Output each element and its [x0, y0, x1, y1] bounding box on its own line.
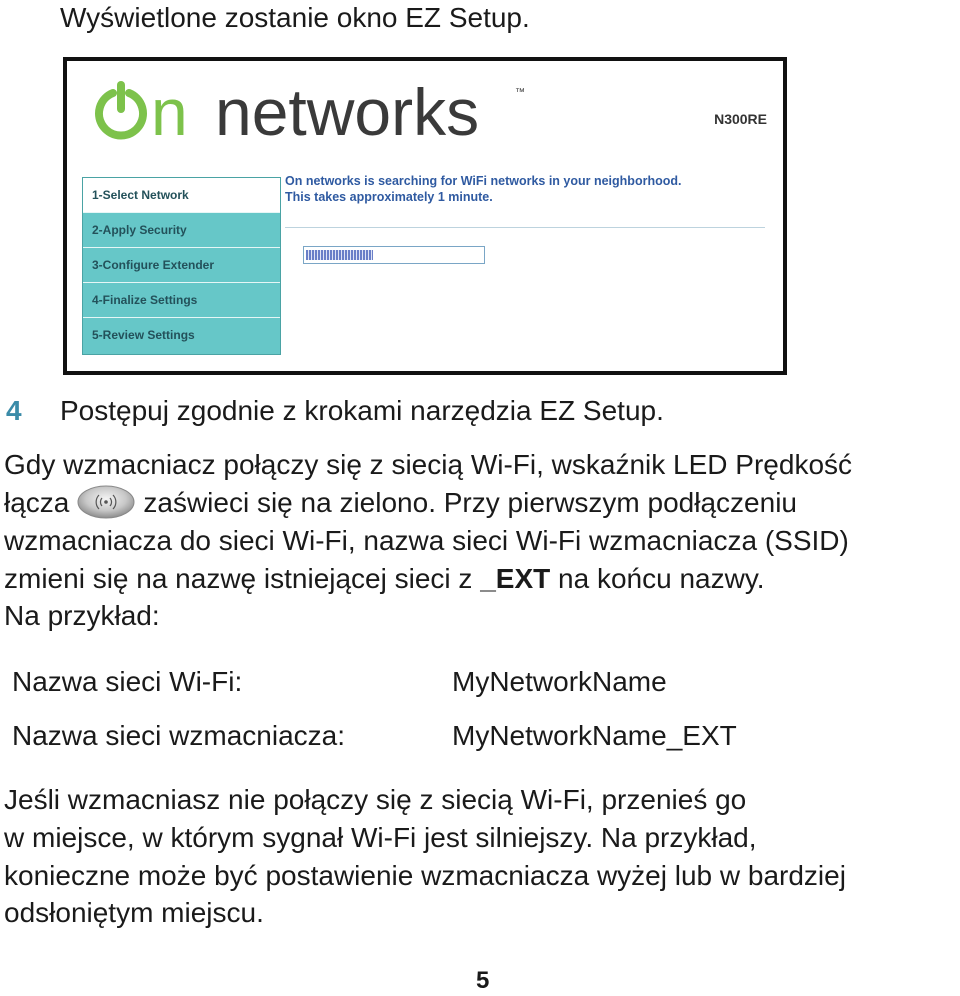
para1-line4a: zmieni się na nazwę istniejącej sieci z: [4, 563, 481, 594]
sidebar-item-select-network[interactable]: 1-Select Network: [83, 178, 280, 213]
extender-name-value: MyNetworkName_EXT: [452, 720, 737, 751]
step-number: 4: [6, 395, 22, 426]
intro-text: Wyświetlone zostanie okno EZ Setup.: [60, 2, 530, 33]
para2-line1: Jeśli wzmacniasz nie połączy się z siecią Wi-Fi, przenieś go: [4, 784, 747, 815]
page-number: 5: [476, 967, 490, 994]
on-networks-logo: [85, 75, 545, 145]
logo-n: n: [151, 75, 188, 145]
para1-line2b: zaświeci się na zielono. Przy pierwszym podłączeniu: [143, 487, 797, 518]
para2-line4: odsłoniętym miejscu.: [4, 897, 264, 928]
search-status: [285, 173, 681, 205]
logo-networks: networks: [215, 75, 480, 145]
para2-line2: w miejsce, w którym sygnał Wi-Fi jest silniejszy. Na przykład,: [4, 822, 757, 853]
para1-line4c: na końcu nazwy.: [550, 563, 765, 594]
sidebar-item-finalize-settings[interactable]: 4-Finalize Settings: [83, 283, 280, 318]
status-line-1: On networks is searching for WiFi networks in your neighborhood.: [285, 174, 682, 188]
sidebar-item-configure-extender[interactable]: 3-Configure Extender: [83, 248, 280, 283]
setup-sidebar: [82, 177, 281, 355]
step-text: Postępuj zgodnie z krokami narzędzia EZ Setup.: [60, 395, 664, 426]
para1-line4: [4, 561, 765, 597]
model-name: N300RE: [714, 111, 767, 127]
para2-line3: konieczne może być postawienie wzmacniacza wyżej lub w bardziej: [4, 860, 846, 891]
para1-line2a: łącza: [4, 487, 70, 518]
extender-name-label: Nazwa sieci wzmacniacza:: [12, 720, 345, 751]
link-rate-led-icon: [77, 485, 135, 519]
wifi-name-value: MyNetworkName: [452, 666, 667, 697]
para1-line2: [4, 485, 797, 522]
ext-suffix: _EXT: [480, 563, 551, 594]
svg-text:™: ™: [515, 87, 525, 98]
progress-fill: [306, 250, 373, 260]
wifi-name-label: Nazwa sieci Wi-Fi:: [12, 666, 243, 697]
para1-line3: wzmacniacza do sieci Wi-Fi, nazwa sieci Wi-Fi wzmacniacza (SSID): [4, 525, 849, 556]
para1-line5: Na przykład:: [4, 600, 160, 631]
sidebar-item-apply-security[interactable]: 2-Apply Security: [83, 213, 280, 248]
divider: [285, 227, 765, 228]
para1-line1: Gdy wzmacniacz połączy się z siecią Wi-Fi, wskaźnik LED Prędkość: [4, 449, 853, 480]
sidebar-item-review-settings[interactable]: 5-Review Settings: [92, 328, 195, 342]
status-line-2: This takes approximately 1 minute.: [285, 190, 493, 204]
ez-setup-screenshot: [63, 57, 787, 375]
search-progress-bar: [303, 246, 485, 264]
